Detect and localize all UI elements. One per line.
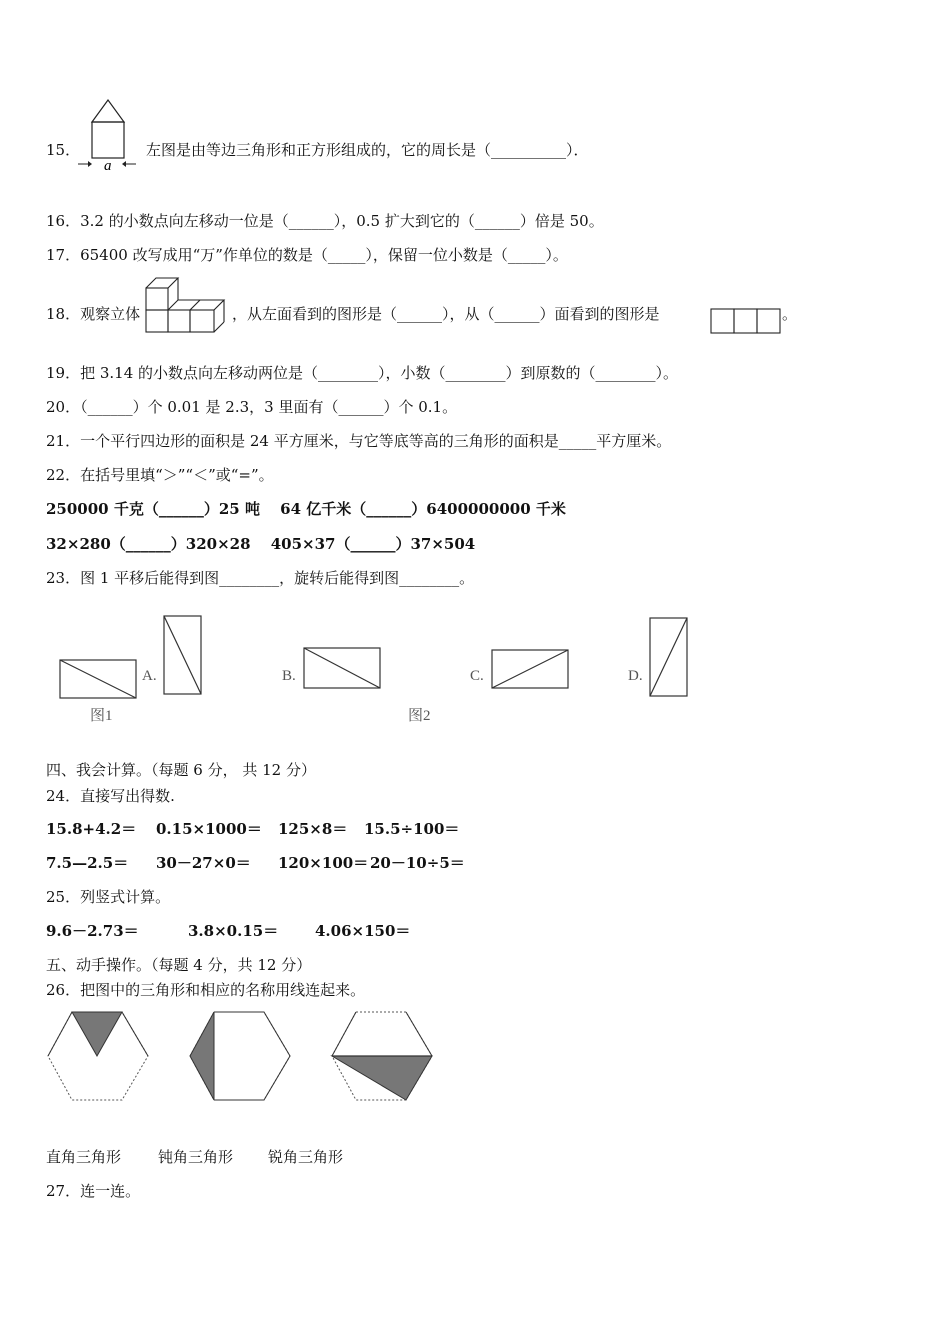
q23-text: 23．图 1 平移后能得到图________，旋转后能得到图________。 [46,569,475,587]
q25-item-1: 9.6－2.73＝ [46,922,139,940]
q20: 20．（______）个 0.01 是 2.3，3 里面有（______）个 0.1。 [46,398,458,416]
q22-row2: 32×280（______）320×28 405×37（______）37×504 [46,535,476,553]
q22-title: 22．在括号里填“＞”“＜”或“=”。 [46,466,274,484]
triangle-name-obtuse: 钝角三角形 [158,1148,234,1166]
q24-r2-c4: 20－10÷5＝ [370,854,465,872]
q18-middle: ，从左面看到的图形是（______），从（______）面看到的图形是 [232,305,660,323]
section-5-heading: 五、动手操作。（每题 4 分，共 12 分） [46,956,312,974]
option-label-a: A. [142,668,157,684]
cube-solid-figure [144,276,230,334]
figure-1-caption: 图1 [90,708,113,724]
q16: 16．3.2 的小数点向左移动一位是（______），0.5 扩大到它的（______）倍是 50。 [46,212,604,230]
q27: 27．连一连。 [46,1182,141,1200]
q22-row1: 250000 千克（______）25 吨 64 亿千米（______）6400000000 千米 [46,500,566,518]
q21: 21．一个平行四边形的面积是 24 平方厘米，与它等底等高的三角形的面积是_____平方厘米。 [46,432,672,450]
q19: 19．把 3.14 的小数点向左移动两位是（________），小数（________）到原数的（________）。 [46,364,679,382]
triangle-name-right: 直角三角形 [46,1148,122,1166]
q24-r1-c4: 15.5÷100＝ [364,820,460,838]
q17: 17．65400 改写成用“万”作单位的数是（_____），保留一位小数是（_____）。 [46,246,568,264]
q25-item-3: 4.06×150＝ [315,922,411,940]
q25-title: 25．列竖式计算。 [46,888,171,906]
q24-r1-c1: 15.8+4.2＝ [46,820,137,838]
rectangle-diagonal-figures [46,608,706,728]
figure-2-caption: 图2 [408,708,431,724]
triangle-square-figure [76,98,138,172]
q18-prefix: 18．观察立体 [46,305,141,323]
option-label-c: C. [470,668,484,684]
q24-r1-c2: 0.15×1000＝ [156,820,262,838]
q15-number: 15． [46,141,81,159]
q24-r2-c1: 7.5—2.5＝ [46,854,129,872]
q24-r2-c3: 120×100＝ [278,854,369,872]
figure-label-a: a [104,158,112,172]
option-label-b: B. [282,668,296,684]
hexagon-triangle-figures [46,1008,446,1104]
q15-text: 左图是由等边三角形和正方形组成的，它的周长是（__________）． [146,141,589,159]
view-figure-three-squares [710,307,782,335]
triangle-name-acute: 锐角三角形 [268,1148,344,1166]
q18-suffix: 。 [782,305,798,323]
q24-r1-c3: 125×8＝ [278,820,348,838]
q24-title: 24．直接写出得数. [46,787,175,805]
option-label-d: D. [628,668,643,684]
section-4-heading: 四、我会计算。（每题 6 分， 共 12 分） [46,761,316,779]
q24-r2-c2: 30－27×0＝ [156,854,251,872]
q26-title: 26．把图中的三角形和相应的名称用线连起来。 [46,981,366,999]
q25-item-2: 3.8×0.15＝ [188,922,279,940]
